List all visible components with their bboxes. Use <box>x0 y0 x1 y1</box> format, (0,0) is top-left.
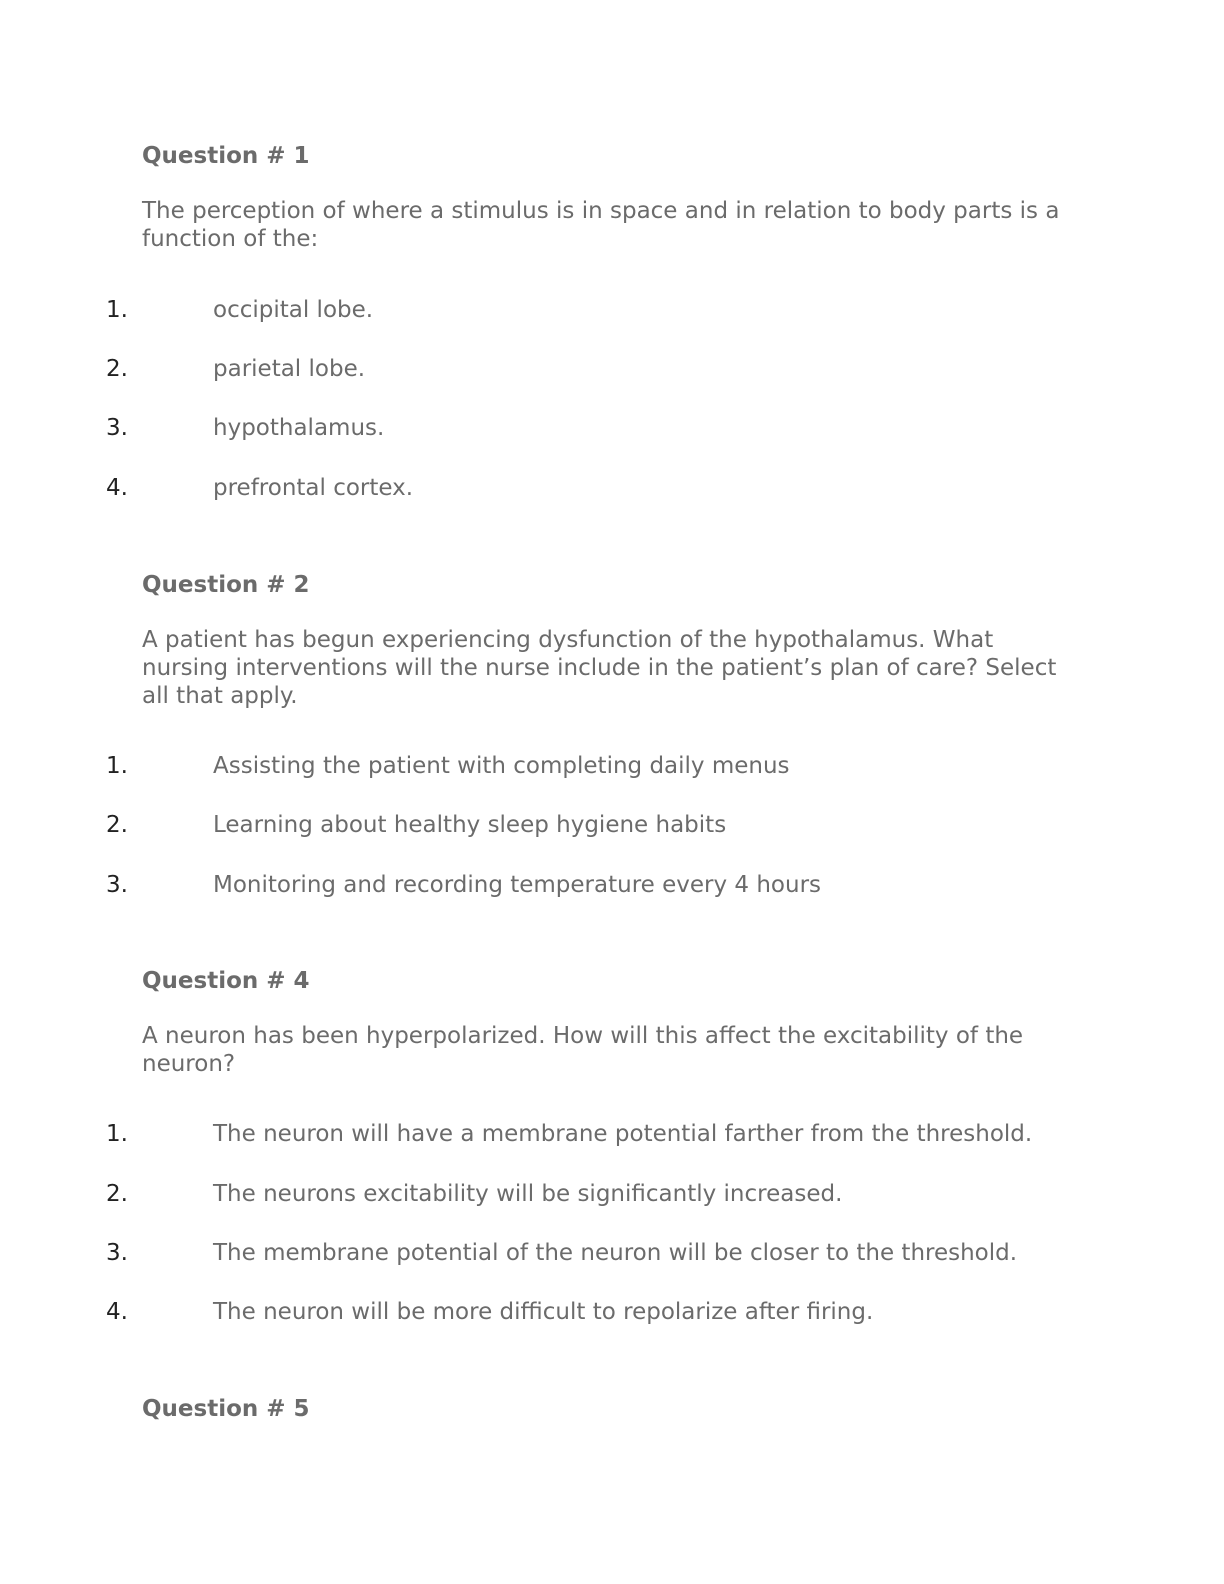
answer-option <box>0 355 1224 383</box>
answer-option <box>0 871 1224 899</box>
answer-option <box>0 1239 1224 1267</box>
option-text: The neuron will have a membrane potential farther from the threshold. <box>213 1121 1033 1147</box>
option-number: 1. <box>106 753 128 779</box>
answer-option <box>0 296 1224 324</box>
question-title: Question # 5 <box>142 1396 310 1422</box>
answer-option <box>0 1298 1224 1326</box>
option-text: occipital lobe. <box>213 297 374 323</box>
answer-option <box>0 811 1224 839</box>
option-number: 1. <box>106 297 128 323</box>
option-text: Assisting the patient with completing daily menus <box>213 753 790 779</box>
option-number: 2. <box>106 1181 128 1207</box>
answer-option <box>0 1180 1224 1208</box>
option-text: Monitoring and recording temperature every 4 hours <box>213 872 822 898</box>
option-text: The neurons excitability will be significantly increased. <box>213 1181 843 1207</box>
answer-option <box>0 474 1224 502</box>
option-text: Learning about healthy sleep hygiene habits <box>213 812 727 838</box>
answer-option <box>0 1120 1224 1148</box>
option-number: 2. <box>106 812 128 838</box>
answer-option <box>0 414 1224 442</box>
question-text: The perception of where a stimulus is in space and in relation to body parts is a function of the: <box>142 198 1060 252</box>
option-number: 4. <box>106 1299 128 1325</box>
question-text: A patient has begun experiencing dysfunction of the hypothalamus. What nursing interventions will the nurse include in the patient’s plan of care? Select all that apply. <box>142 627 1057 709</box>
option-text: hypothalamus. <box>213 415 385 441</box>
option-number: 3. <box>106 415 128 441</box>
option-text: The membrane potential of the neuron will be closer to the threshold. <box>213 1240 1018 1266</box>
option-number: 3. <box>106 1240 128 1266</box>
option-text: parietal lobe. <box>213 356 366 382</box>
question-title: Question # 4 <box>142 968 310 994</box>
question-title: Question # 1 <box>142 143 310 169</box>
option-text: prefrontal cortex. <box>213 475 414 501</box>
question-title: Question # 2 <box>142 572 310 598</box>
option-number: 4. <box>106 475 128 501</box>
answer-option <box>0 752 1224 780</box>
option-number: 3. <box>106 872 128 898</box>
question-text: A neuron has been hyperpolarized. How will this affect the excitability of the neuron? <box>142 1023 1024 1077</box>
option-text: The neuron will be more difficult to repolarize after firing. <box>213 1299 874 1325</box>
option-number: 2. <box>106 356 128 382</box>
option-number: 1. <box>106 1121 128 1147</box>
